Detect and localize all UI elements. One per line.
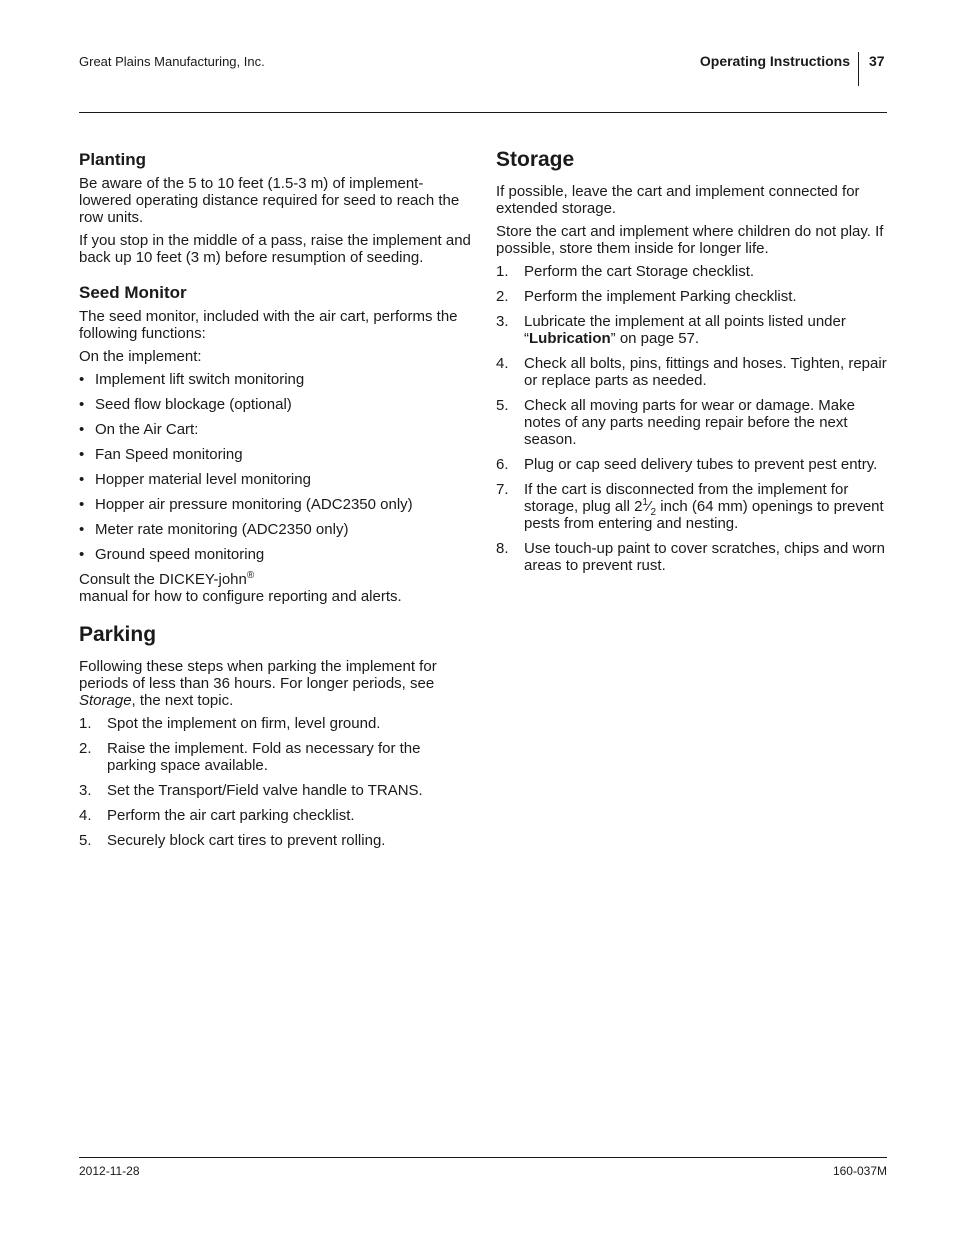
- step-number: 2.: [496, 288, 509, 305]
- footer-rule: [79, 1157, 887, 1158]
- step-text-b: ” on page 57.: [610, 330, 700, 347]
- list-item: [496, 355, 891, 389]
- step-text: Securely block cart tires to prevent rolling.: [107, 832, 386, 849]
- step-number: 4.: [79, 807, 92, 824]
- step-text: Check all moving parts for wear or damage. Make notes of any parts needing repair before the next season.: [524, 397, 855, 448]
- planting-heading: Planting: [79, 150, 147, 169]
- step-number: 3.: [496, 313, 509, 330]
- step-text: [524, 481, 891, 532]
- list-item: [496, 481, 891, 532]
- footer-date: 2012-11-28: [79, 1164, 140, 1178]
- list-item: [496, 313, 891, 347]
- step-text-b: inch (64 mm) openings to prevent pests from entering and nesting.: [524, 498, 884, 532]
- step-number: 7.: [496, 481, 509, 498]
- list-item: [496, 288, 891, 305]
- seed-monitor-list: [79, 371, 471, 563]
- right-column: [496, 148, 891, 582]
- fraction: $^1⁄_2$: [642, 497, 657, 518]
- step-text: Use touch-up paint to cover scratches, chips and worn areas to prevent rust.: [524, 540, 886, 574]
- parking-steps: [79, 715, 471, 849]
- step-text: Perform the implement Parking checklist.: [524, 288, 797, 305]
- list-item: [79, 715, 471, 732]
- list-item: [79, 807, 471, 824]
- storage-reference: Storage: [79, 692, 132, 709]
- storage-steps: [496, 263, 891, 574]
- step-text-a: Lubricate the implement at all points listed under “: [524, 313, 846, 347]
- list-item: [79, 782, 471, 799]
- step-number: 8.: [496, 540, 509, 557]
- planting-paragraph-2: If you stop in the middle of a pass, raise the implement and back up 10 feet (3 m) before resumption of seeding.: [79, 232, 471, 266]
- page-number: 37: [869, 53, 885, 69]
- step-number: 1.: [79, 715, 92, 732]
- list-item: • Hopper material level monitoring: [79, 471, 471, 488]
- step-number: 6.: [496, 456, 509, 473]
- list-item: • On the Air Cart:: [79, 421, 471, 438]
- step-text: Raise the implement. Fold as necessary for the parking space available.: [107, 740, 421, 774]
- storage-paragraph-2: Store the cart and implement where children do not play. If possible, store them inside for longer life.: [496, 223, 884, 257]
- step-text: Plug or cap seed delivery tubes to prevent pest entry.: [524, 456, 878, 473]
- step-text-a: If the cart is disconnected from the implement for storage, plug all 2: [524, 481, 849, 515]
- step-text: Perform the cart Storage checklist.: [524, 263, 755, 280]
- step-number: 2.: [79, 740, 92, 757]
- registered-mark: ®: [246, 570, 255, 581]
- list-item: • Meter rate monitoring (ADC2350 only): [79, 521, 471, 538]
- footer-doc-number: 160-037M: [832, 1164, 887, 1178]
- list-item: [496, 456, 891, 473]
- fraction-numerator: 1: [642, 497, 648, 508]
- seed-monitor-heading: Seed Monitor: [79, 283, 187, 302]
- lubrication-reference: Lubrication: [529, 330, 611, 347]
- fraction-denominator: 2: [650, 507, 657, 518]
- storage-heading: Storage: [496, 148, 575, 171]
- list-item: • Hopper air pressure monitoring (ADC2350 only): [79, 496, 471, 513]
- list-item: [496, 263, 891, 280]
- list-item: • Seed flow blockage (optional): [79, 396, 471, 413]
- seed-monitor-on-implement: On the implement:: [79, 348, 202, 365]
- parking-intro-end: , the next topic.: [131, 692, 234, 709]
- step-text: Perform the air cart parking checklist.: [107, 807, 355, 824]
- list-item: [79, 832, 471, 849]
- header-divider: [858, 52, 859, 86]
- list-item: [79, 740, 471, 774]
- list-item: • Implement lift switch monitoring: [79, 371, 471, 388]
- step-text: Set the Transport/Field valve handle to TRANS.: [107, 782, 423, 799]
- header-section-title: Operating Instructions: [699, 53, 850, 69]
- parking-intro-text: Following these steps when parking the implement for periods of less than 36 hours. For longer periods, see: [79, 658, 437, 692]
- consult-text-a: Consult the DICKEY-john: [79, 571, 247, 588]
- step-text: [524, 313, 891, 347]
- step-text: Spot the implement on firm, level ground.: [107, 715, 381, 732]
- list-item: [496, 397, 891, 448]
- seed-monitor-consult: [79, 571, 471, 605]
- consult-text-b: manual for how to configure reporting and alerts.: [79, 588, 402, 605]
- step-text: Check all bolts, pins, fittings and hoses. Tighten, repair or replace parts as needed.: [524, 355, 887, 389]
- step-number: 4.: [496, 355, 509, 372]
- seed-monitor-intro: The seed monitor, included with the air cart, performs the following functions:: [79, 308, 458, 342]
- list-item: • Ground speed monitoring: [79, 546, 471, 563]
- step-number: 3.: [79, 782, 92, 799]
- list-item: [496, 540, 891, 574]
- header-company: Great Plains Manufacturing, Inc.: [79, 54, 265, 69]
- storage-paragraph-1: If possible, leave the cart and implement connected for extended storage.: [496, 183, 860, 217]
- left-column: [79, 150, 471, 857]
- list-item: • Fan Speed monitoring: [79, 446, 471, 463]
- step-number: 5.: [79, 832, 92, 849]
- header-rule: [79, 112, 887, 113]
- parking-heading: Parking: [79, 623, 157, 646]
- step-number: 5.: [496, 397, 509, 414]
- parking-intro: [79, 658, 471, 709]
- planting-paragraph-1: Be aware of the 5 to 10 feet (1.5-3 m) of implement-lowered operating distance required for seed to reach the row units.: [79, 175, 460, 226]
- step-number: 1.: [496, 263, 509, 280]
